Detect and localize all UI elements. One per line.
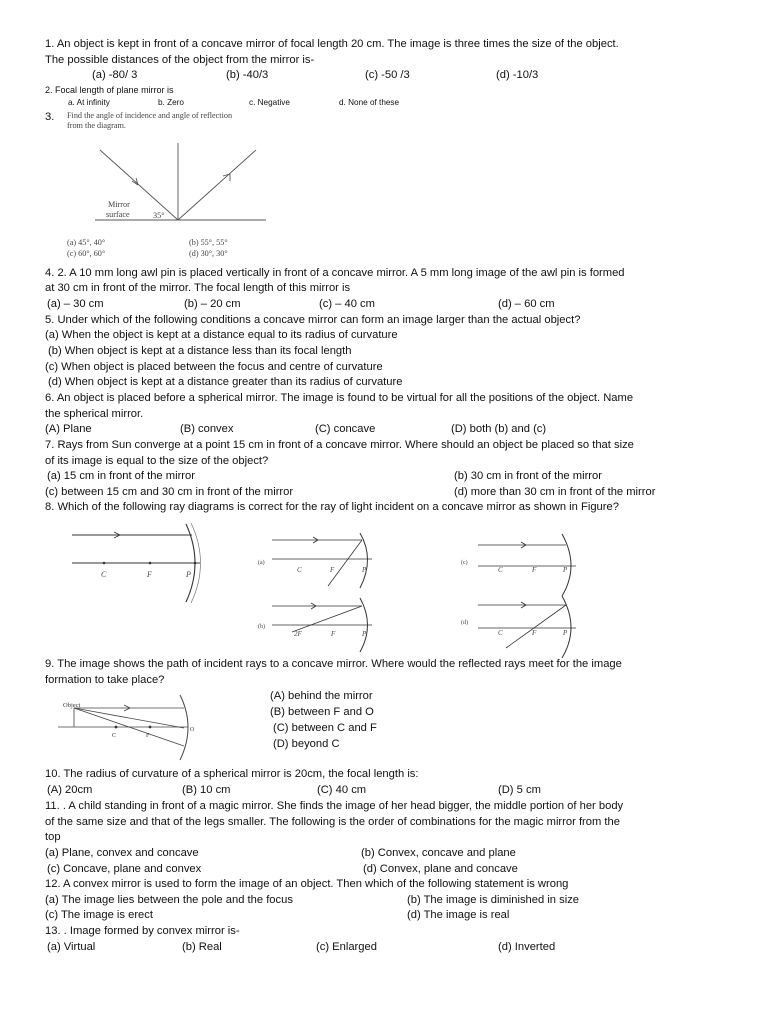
q9-label-c: C bbox=[112, 733, 117, 739]
q2-option-b: b. Zero bbox=[158, 98, 184, 107]
q8-b-label-f: F bbox=[331, 630, 336, 638]
q2-option-c: c. Negative bbox=[249, 98, 290, 107]
q8-a-label-f: F bbox=[330, 566, 335, 574]
q2-option-a: a. At infinity bbox=[68, 98, 110, 107]
q6-line1: 6. An object is placed before a spherical mirror. The image is found to be virtual for all the positions of the object. Name bbox=[45, 392, 634, 404]
q8-a-label-c: C bbox=[297, 566, 302, 574]
q7-line1: 7. Rays from Sun converge at a point 15 cm in front of a concave mirror. Where should an object be placed so that size bbox=[45, 439, 634, 451]
q6-option-b: (B) convex bbox=[180, 423, 234, 435]
q8-b-label-2f: 2F bbox=[294, 630, 302, 638]
q10-option-a: (A) 20cm bbox=[47, 784, 93, 796]
q12-option-b: (b) The image is diminished in size bbox=[407, 894, 580, 906]
q4-line1: 4. 2. A 10 mm long awl pin is placed vertically in front of a concave mirror. A 5 mm long image of the awl pin is formed bbox=[45, 267, 625, 279]
q9-label-o: O bbox=[190, 727, 195, 733]
q10-option-d: (D) 5 cm bbox=[498, 784, 541, 796]
q6-option-a: (A) Plane bbox=[45, 423, 92, 435]
q10-text: 10. The radius of curvature of a spherical mirror is 20cm, the focal length is: bbox=[45, 768, 419, 780]
q9-line2: formation to take place? bbox=[45, 674, 165, 686]
q8-d-label-p: P bbox=[563, 629, 568, 637]
q2-text: 2. Focal length of plane mirror is bbox=[45, 85, 174, 95]
q10-option-c: (C) 40 cm bbox=[317, 784, 367, 796]
q11-line2: of the same size and that of the legs smaller. The following is the order of combinations for the magic mirror from the bbox=[45, 816, 620, 828]
q8-d-label-c: C bbox=[498, 629, 503, 637]
q5-option-b: (b) When object is kept at a distance less than its focal length bbox=[48, 345, 352, 357]
q8-d-label-f: F bbox=[532, 629, 537, 637]
q9-label-f: F bbox=[146, 733, 150, 739]
q1-option-b: (b) -40/3 bbox=[226, 69, 269, 81]
q9-option-d: (D) beyond C bbox=[273, 738, 340, 750]
q4-line2: at 30 cm in front of the mirror. The focal length of this mirror is bbox=[45, 282, 351, 294]
q3-angle-label: 35° bbox=[153, 211, 165, 220]
q1-line2: The possible distances of the object from the mirror is- bbox=[45, 54, 315, 66]
q13-option-b: (b) Real bbox=[182, 941, 222, 953]
q7-option-b: (b) 30 cm in front of the mirror bbox=[454, 470, 602, 482]
q13-option-a: (a) Virtual bbox=[47, 941, 96, 953]
q8-main-label-p: P bbox=[186, 570, 191, 579]
q11-line1: 11. . A child standing in front of a magic mirror. She finds the image of her head bigger, the middle portion of her body bbox=[45, 800, 624, 812]
q5-text: 5. Under which of the following conditions a concave mirror can form an image larger than the actual object? bbox=[45, 314, 581, 326]
q1-line1: 1. An object is kept in front of a concave mirror of focal length 20 cm. The image is three times the size of the object. bbox=[45, 38, 619, 50]
q8-b-tag: (b) bbox=[258, 624, 265, 630]
q12-text: 12. A convex mirror is used to form the image of an object. Then which of the following statement is wrong bbox=[45, 878, 569, 890]
q1-option-a: (a) -80/ 3 bbox=[92, 69, 138, 81]
q12-option-a: (a) The image lies between the pole and the focus bbox=[45, 894, 293, 906]
q11-option-b: (b) Convex, concave and plane bbox=[361, 847, 516, 859]
q8-a-tag: (a) bbox=[258, 560, 265, 566]
q4-option-d: (d) – 60 cm bbox=[498, 298, 555, 310]
q6-line2: the spherical mirror. bbox=[45, 408, 144, 420]
q3-option-b: (b) 55°, 55° bbox=[189, 238, 228, 247]
q8-c-label-c: C bbox=[498, 566, 503, 574]
q7-option-d: (d) more than 30 cm in front of the mirror bbox=[454, 486, 656, 498]
q1-option-c: (c) -50 /3 bbox=[365, 69, 410, 81]
q10-option-b: (B) 10 cm bbox=[182, 784, 231, 796]
q8-a-label-p: P bbox=[362, 566, 367, 574]
q11-line3: top bbox=[45, 831, 61, 843]
q2-option-d: d. None of these bbox=[339, 98, 400, 107]
q5-option-d: (d) When object is kept at a distance greater than its radius of curvature bbox=[48, 376, 403, 388]
q9-object-label: Object bbox=[63, 702, 81, 709]
q9-option-b: (B) between F and O bbox=[270, 706, 374, 718]
q9-line1: 9. The image shows the path of incident rays to a concave mirror. Where would the reflected rays meet for the image bbox=[45, 658, 622, 670]
q8-c-label-f: F bbox=[532, 566, 537, 574]
q4-option-a: (a) – 30 cm bbox=[47, 298, 104, 310]
q4-option-b: (b) – 20 cm bbox=[184, 298, 241, 310]
q3-option-c: (c) 60°, 60° bbox=[67, 249, 106, 258]
q9-option-a: (A) behind the mirror bbox=[270, 690, 373, 702]
q11-option-d: (d) Convex, plane and concave bbox=[363, 863, 518, 875]
q4-option-c: (c) – 40 cm bbox=[319, 298, 375, 310]
q12-option-c: (c) The image is erect bbox=[45, 909, 153, 921]
q7-option-a: (a) 15 cm in front of the mirror bbox=[47, 470, 195, 482]
q8-text: 8. Which of the following ray diagrams is correct for the ray of light incident on a concave mirror as shown in Figure? bbox=[45, 501, 619, 513]
q8-d-tag: (d) bbox=[461, 620, 468, 626]
q12-option-d: (d) The image is real bbox=[407, 909, 510, 921]
q3-surface-label: surface bbox=[106, 210, 130, 219]
q3-mirror-label: Mirror bbox=[108, 200, 130, 209]
q9-option-c: (C) between C and F bbox=[273, 722, 377, 734]
q8-main-label-f: F bbox=[147, 570, 152, 579]
q3-number: 3. bbox=[45, 111, 55, 123]
q5-option-a: (a) When the object is kept at a distance equal to its radius of curvature bbox=[45, 329, 398, 341]
q3-line1: Find the angle of incidence and angle of reflection bbox=[67, 111, 233, 120]
q13-option-d: (d) Inverted bbox=[498, 941, 556, 953]
q3-option-d: (d) 30°, 30° bbox=[189, 249, 228, 258]
q5-option-c: (c) When object is placed between the focus and centre of curvature bbox=[45, 361, 383, 373]
q7-option-c: (c) between 15 cm and 30 cm in front of the mirror bbox=[45, 486, 294, 498]
q13-text: 13. . Image formed by convex mirror is- bbox=[45, 925, 240, 937]
q11-option-a: (a) Plane, convex and concave bbox=[45, 847, 199, 859]
q8-c-tag: (c) bbox=[461, 560, 468, 566]
q8-b-label-p: P bbox=[362, 630, 367, 638]
q6-option-d: (D) both (b) and (c) bbox=[451, 423, 547, 435]
q1-option-d: (d) -10/3 bbox=[496, 69, 539, 81]
q7-line2: of its image is equal to the size of the object? bbox=[45, 455, 269, 467]
q3-option-a: (a) 45°, 40° bbox=[67, 238, 106, 247]
q11-option-c: (c) Concave, plane and convex bbox=[47, 863, 202, 875]
q3-line2: from the diagram. bbox=[67, 121, 126, 130]
q8-c-label-p: P bbox=[563, 566, 568, 574]
q8-main-label-c: C bbox=[101, 570, 107, 579]
q13-option-c: (c) Enlarged bbox=[316, 941, 377, 953]
q6-option-c: (C) concave bbox=[315, 423, 376, 435]
